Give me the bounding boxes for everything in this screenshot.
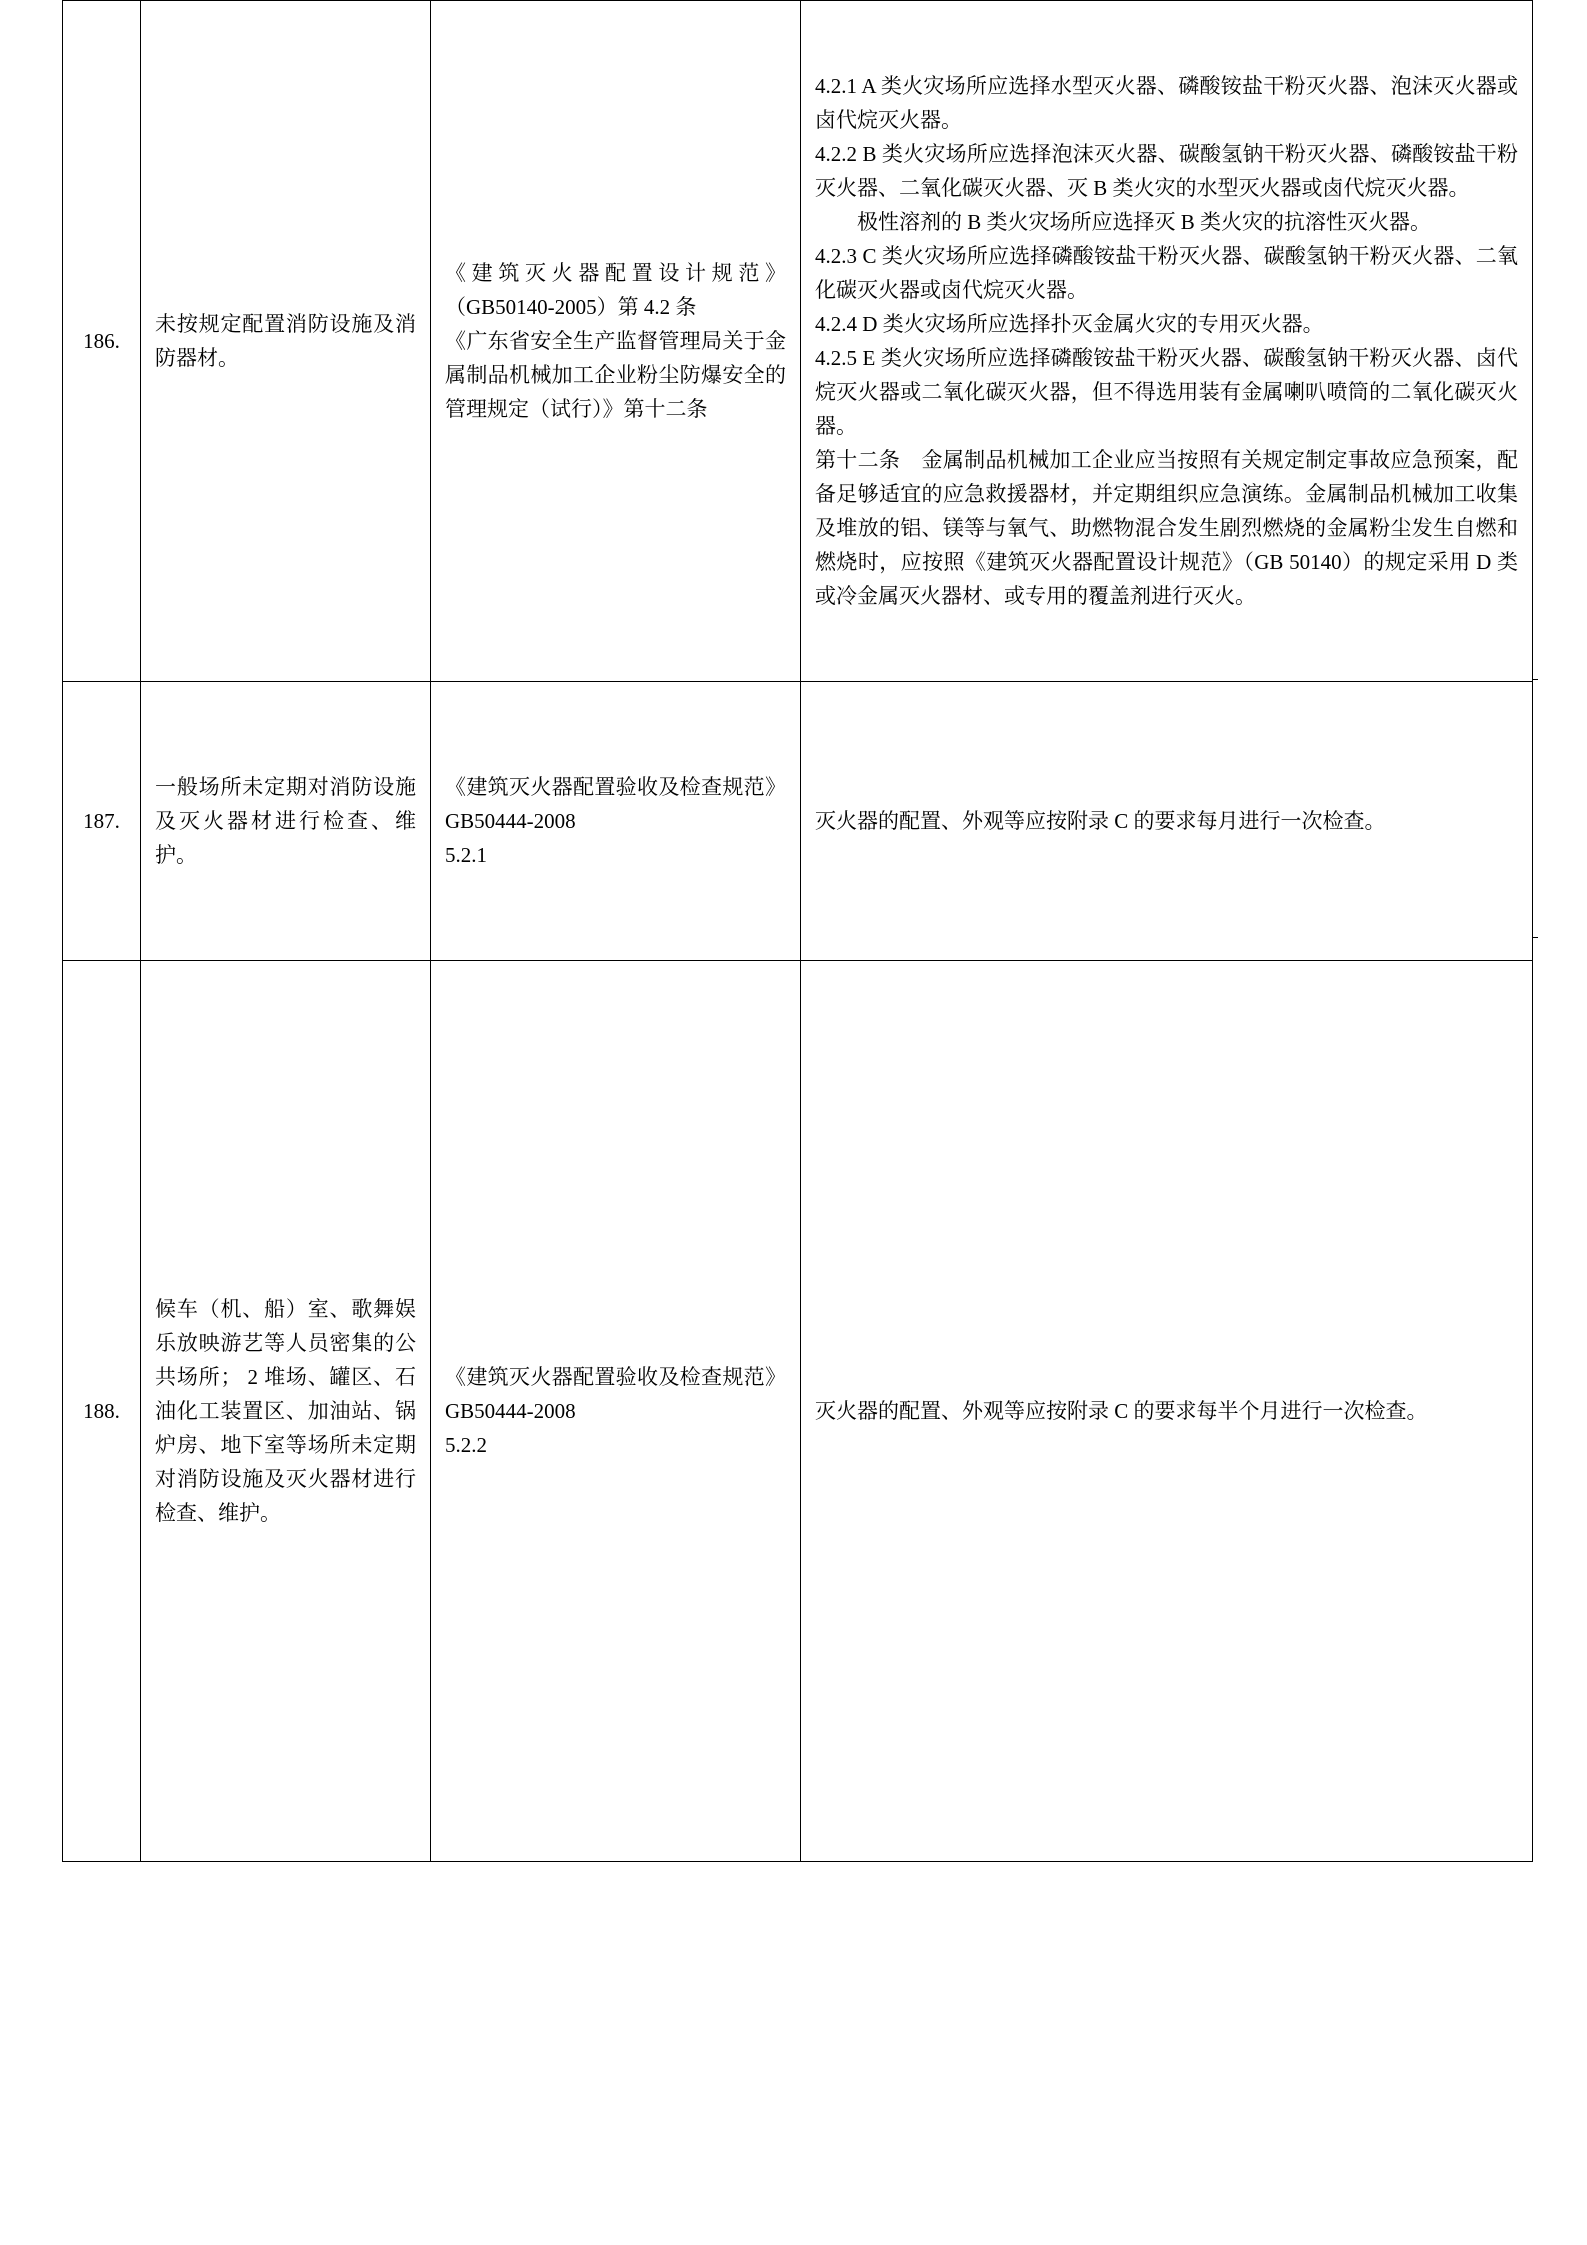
row-item: 未按规定配置消防设施及消防器材。	[141, 1, 431, 682]
row-basis	[431, 1, 801, 682]
table-row	[63, 961, 1533, 1862]
row-basis	[431, 961, 801, 1862]
row-item: 一般场所未定期对消防设施及灭火器材进行检查、维护。	[141, 682, 431, 961]
content-para: 4.2.1 A 类火灾场所应选择水型灭火器、磷酸铵盐干粉灭火器、泡沫灭火器或卤代烷灭火器。	[815, 73, 1518, 132]
content-para: 4.2.5 E 类火灾场所应选择磷酸铵盐干粉灭火器、碳酸氢钠干粉灭火器、卤代烷灭火器或二氧化碳灭火器，但不得选用装有金属喇叭喷筒的二氧化碳灭火器。	[815, 346, 1518, 439]
row-number: 187.	[63, 682, 141, 961]
content-para: 4.2.3 C 类火灾场所应选择磷酸铵盐干粉灭火器、碳酸氢钠干粉灭火器、二氧化碳灭火器或卤代烷灭火器。	[815, 243, 1518, 302]
basis-line: 《广东省安全生产监督管理局关于金属制品机械加工企业粉尘防爆安全的管理规定（试行）》第十二条	[445, 328, 786, 422]
content-para: 4.2.2 B 类火灾场所应选择泡沫灭火器、碳酸氢钠干粉灭火器、磷酸铵盐干粉灭火器、二氧化碳灭火器、灭 B 类火灾的水型灭火器或卤代烷灭火器。	[815, 141, 1518, 200]
content-para: 灭火器的配置、外观等应按附录 C 的要求每月进行一次检查。	[815, 808, 1386, 833]
row-item: 候车（机、船）室、歌舞娱乐放映游艺等人员密集的公共场所； 2 堆场、罐区、石油化工装置区、加油站、锅炉房、地下室等场所未定期对消防设施及灭火器材进行检查、维护。	[141, 961, 431, 1862]
content-para: 第十二条 金属制品机械加工企业应当按照有关规定制定事故应急预案，配备足够适宜的应急救援器材，并定期组织应急演练。金属制品机械加工收集及堆放的铝、镁等与氧气、助燃物混合发生剧烈燃烧的金属粉尘发生自燃和燃烧时，应按照《建筑灭火器配置设计规范》（GB 50140）的规定采用 D 类或冷金属灭火器材、或专用的覆盖剂进行灭火。	[815, 448, 1518, 609]
basis-line: 5.2.2	[445, 1433, 487, 1457]
content-para: 极性溶剂的 B 类火灾场所应选择灭 B 类火灾的抗溶性灭火器。	[857, 209, 1432, 234]
content-para: 灭火器的配置、外观等应按附录 C 的要求每半个月进行一次检查。	[815, 1398, 1428, 1423]
row-number: 186.	[63, 1, 141, 682]
basis-line: 《建筑灭火器配置验收及检查规范》GB50444-2008	[445, 774, 786, 833]
inspection-table	[62, 0, 1533, 1862]
basis-line: 《建筑灭火器配置设计规范》（GB50140-2005）第 4.2 条	[445, 260, 786, 319]
page-tick-mark	[1532, 679, 1538, 680]
basis-line: 5.2.1	[445, 843, 487, 867]
row-basis	[431, 682, 801, 961]
row-content	[801, 961, 1533, 1862]
row-number: 188.	[63, 961, 141, 1862]
table-row	[63, 1, 1533, 682]
row-content	[801, 682, 1533, 961]
page-tick-mark	[1532, 937, 1538, 938]
basis-line: 《建筑灭火器配置验收及检查规范》GB50444-2008	[445, 1364, 786, 1423]
row-content	[801, 1, 1533, 682]
content-para: 4.2.4 D 类火灾场所应选择扑灭金属火灾的专用灭火器。	[815, 311, 1324, 336]
table-row	[63, 682, 1533, 961]
